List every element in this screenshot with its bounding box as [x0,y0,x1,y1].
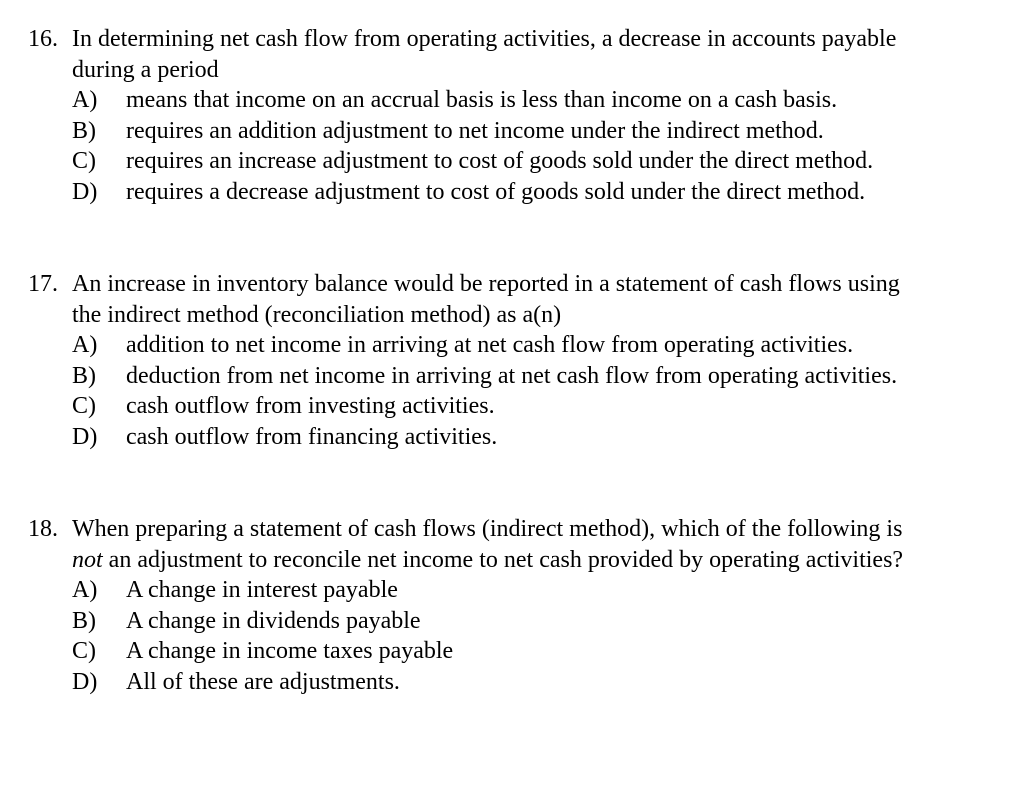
emphasis-not: not [72,546,103,573]
option-text: requires an increase adjustment to cost of goods sold under the direct method. [126,148,874,174]
question-stem [72,545,903,576]
option-letter: B) [72,117,96,144]
question-stem: When preparing a statement of cash flows (indirect method), which of the following is [72,516,903,542]
question-16 [28,24,1018,207]
option-c [28,391,1018,422]
option-text: means that income on an accrual basis is less than income on a cash basis. [126,87,838,113]
question-number: 16. [28,26,58,52]
question-number: 17. [28,271,58,297]
option-d [28,177,1018,208]
option-text: A change in interest payable [126,577,398,603]
option-text: requires a decrease adjustment to cost of goods sold under the direct method. [126,178,866,205]
option-letter: B) [72,362,96,389]
option-text: cash outflow from financing activities. [126,423,498,450]
option-letter: A) [72,87,98,113]
option-letter: D) [72,423,98,450]
option-letter: D) [72,178,98,205]
option-b [28,606,1018,637]
question-17 [28,269,1018,452]
option-d [28,667,1018,698]
option-text: A change in dividends payable [126,607,421,634]
option-letter: C) [72,393,96,419]
option-letter: A) [72,577,98,603]
option-text: requires an addition adjustment to net income under the indirect method. [126,117,824,144]
question-stem: In determining net cash flow from operating activities, a decrease in accounts payable [72,26,897,52]
option-c [28,636,1018,667]
option-c [28,146,1018,177]
question-18 [28,514,1018,697]
option-text: deduction from net income in arriving at net cash flow from operating activities. [126,362,898,389]
option-text: addition to net income in arriving at net cash flow from operating activities. [126,332,854,358]
question-stem: An increase in inventory balance would be reported in a statement of cash flows using [72,271,900,297]
option-letter: A) [72,332,98,358]
option-letter: C) [72,638,96,664]
option-a [28,85,1018,116]
option-b [28,361,1018,392]
option-letter: D) [72,668,98,695]
option-text: A change in income taxes payable [126,638,454,664]
question-stem: during a period [72,56,219,83]
option-a [28,575,1018,606]
option-b [28,116,1018,147]
question-number: 18. [28,516,58,542]
stem-rest: an adjustment to reconcile net income to net cash provided by operating activities? [102,546,904,573]
option-a [28,330,1018,361]
option-d [28,422,1018,453]
option-text: All of these are adjustments. [126,668,400,695]
question-stem: the indirect method (reconciliation method) as a(n) [72,301,562,328]
option-letter: B) [72,607,96,634]
option-text: cash outflow from investing activities. [126,393,495,419]
option-letter: C) [72,148,96,174]
